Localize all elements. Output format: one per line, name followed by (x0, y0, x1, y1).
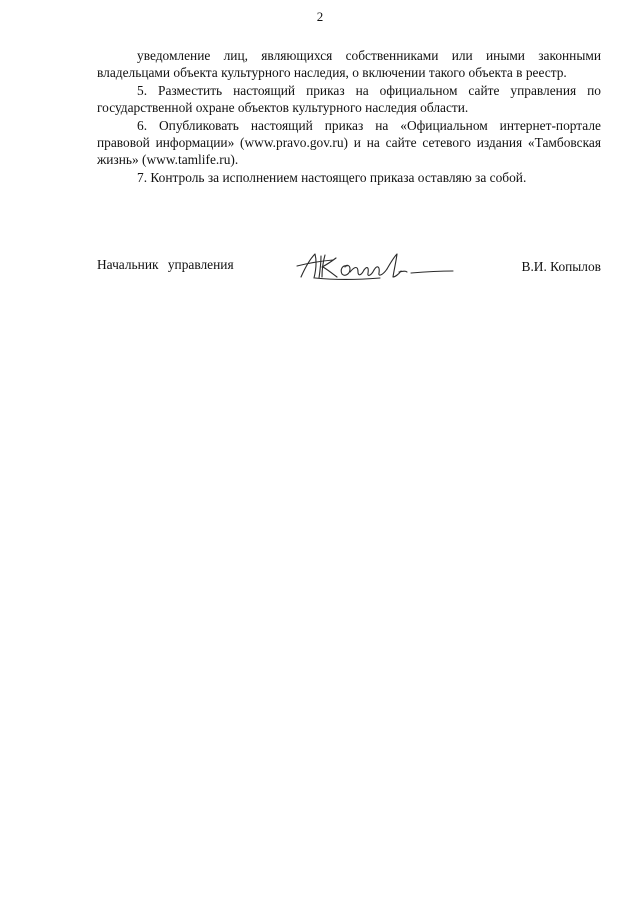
paragraph-item-6: 6. Опубликовать настоящий приказ на «Официальном интернет-портале правовой информации» (www.pravo.gov.ru) и на сайте сетевого издания «Тамбовская жизнь» (www.tamlife.ru). (97, 117, 601, 168)
signature-block (97, 250, 601, 290)
paragraph-continuation: уведомление лиц, являющихся собственниками или иными законными владельцами объекта культурного наследия, о включении такого объекта в реестр. (97, 48, 601, 81)
handwritten-signature (295, 250, 457, 284)
document-body (97, 47, 601, 186)
paragraph-item-7: 7. Контроль за исполнением настоящего приказа оставляю за собой. (137, 169, 527, 185)
signatory-name: В.И. Копылов (521, 259, 601, 274)
page-number: 2 (316, 9, 324, 24)
signatory-position: Начальник управления (97, 257, 234, 272)
paragraph-item-5: 5. Разместить настоящий приказ на официальном сайте управления по государственной охране объектов культурного наследия области. (97, 82, 601, 116)
